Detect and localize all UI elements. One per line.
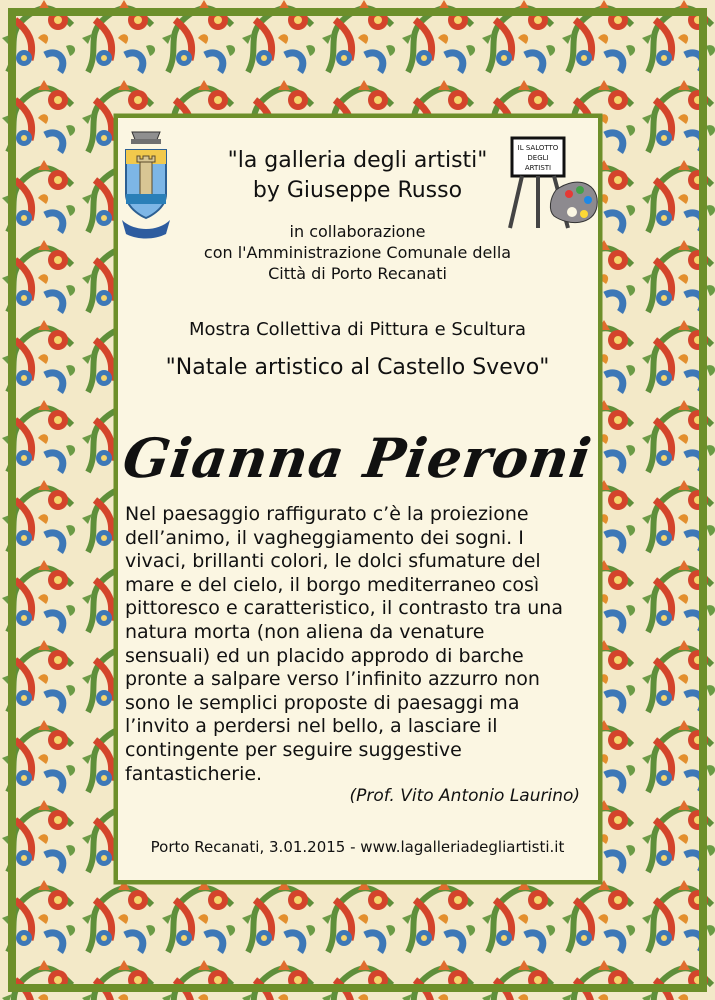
review-line: pittoresco e caratteristico, il contrasto tra una: [125, 597, 563, 620]
review-line: sono le semplici proposte di paesaggi ma: [125, 691, 520, 714]
footer-text: Porto Recanati, 3.01.2015 - www.lagalleriadegliartisti.it: [150, 838, 565, 856]
collaboration-line2: con l'Amministrazione Comunale della: [203, 243, 512, 262]
event-subtitle: Mostra Collettiva di Pittura e Scultura: [188, 319, 527, 340]
review-line: contingente per seguire suggestive: [125, 738, 462, 761]
review-line: fantasticherie.: [125, 762, 263, 785]
review-line: vivaci, brillanti colori, le dolci sfumature del: [125, 550, 541, 573]
review-line: l’invito a perdersi nel bello, a lasciare il: [125, 715, 498, 738]
review-line: sensuali) ed un placido approdo di barche: [125, 644, 524, 667]
review-line: mare e del cielo, il borgo mediterraneo così: [125, 573, 540, 596]
review-text: [125, 503, 595, 786]
review-line: Nel paesaggio raffigurato c’è la proiezione: [125, 503, 529, 525]
review-line: natura morta (non aliena da venature: [125, 620, 485, 643]
svg-text:ARTISTI: ARTISTI: [524, 164, 552, 172]
artist-name: Gianna Pieroni: [119, 426, 596, 490]
collaboration-line3: Città di Porto Recanati: [268, 264, 447, 283]
svg-text:IL SALOTTO: IL SALOTTO: [517, 144, 559, 152]
review-line: dell’animo, il vagheggiamento dei sogni. I: [125, 526, 524, 549]
svg-text:DEGLI: DEGLI: [527, 154, 549, 162]
event-name: "Natale artistico al Castello Svevo": [165, 355, 550, 380]
gallery-title-line2: by Giuseppe Russo: [252, 178, 463, 203]
review-line: pronte a salpare verso l’infinito azzurro non: [125, 668, 540, 691]
collaboration-line1: in collaborazione: [289, 222, 426, 241]
review-author: (Prof. Vito Antonio Laurino): [349, 786, 580, 806]
gallery-title-line1: "la galleria degli artisti": [227, 148, 488, 173]
